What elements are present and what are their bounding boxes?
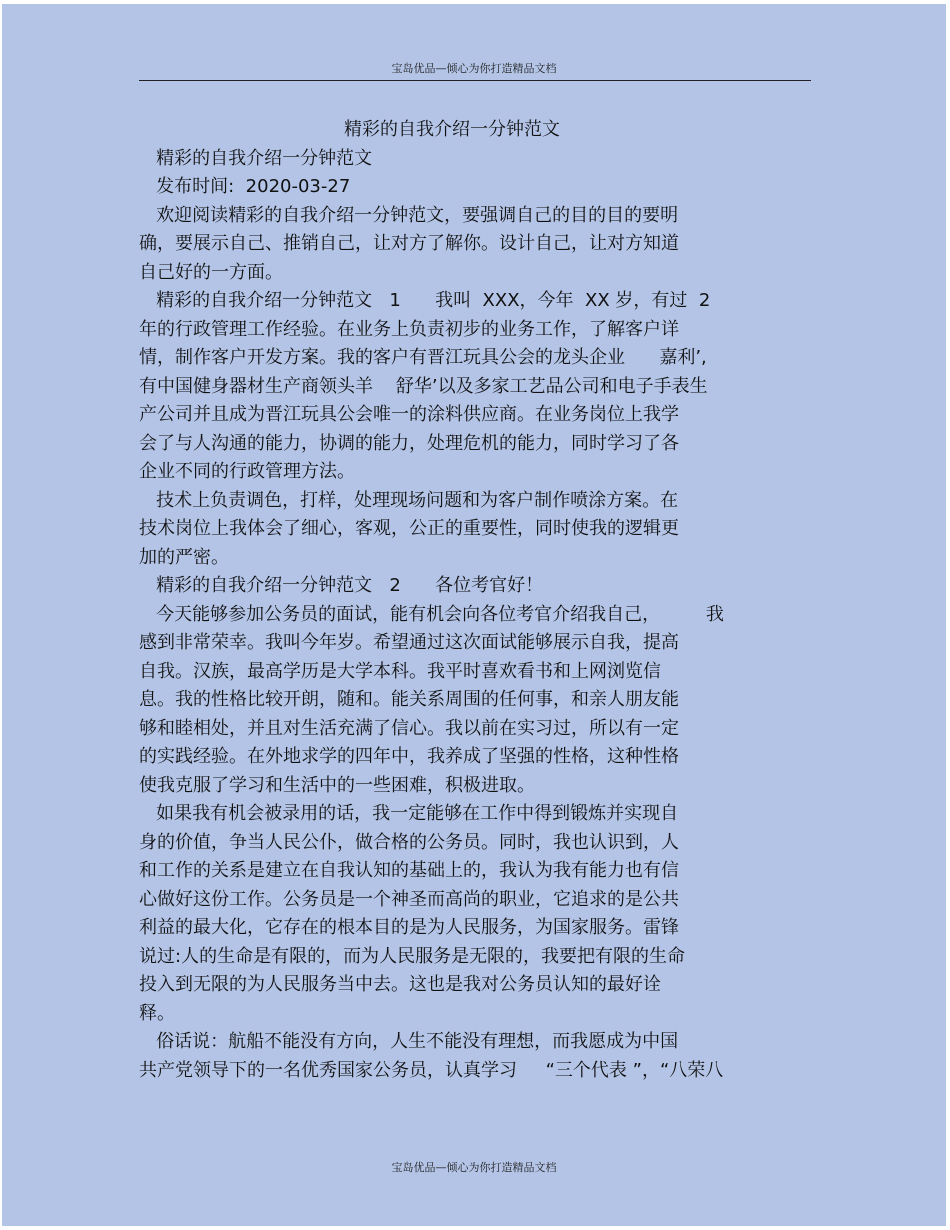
text-line: 精彩的自我介绍一分钟范文	[139, 147, 373, 169]
text-line: 如果我有机会被录用的话，我一定能够在工作中得到锻炼并实现自	[139, 803, 679, 824]
text-line: 息。我的性格比较开朗，随和。能关系周围的任何事，和亲人朋友能	[139, 689, 679, 710]
text-line: 俗话说：航船不能没有方向，人生不能没有理想，而我愿成为中国	[139, 1031, 679, 1052]
text-line: 产公司并且成为晋江玩具公会唯一的涂料供应商。在业务岗位上我学	[139, 404, 679, 425]
text-line: 使我克服了学习和生活中的一些困难，积极进取。	[139, 774, 535, 796]
text-line: 发布时间: 2020-03-27	[139, 176, 351, 197]
text-line: 加的严密。	[139, 546, 229, 568]
header-divider	[139, 80, 811, 81]
text-line: 精彩的自我介绍一分钟范文 1 我叫 XXX，今年 XX 岁，有过 2	[139, 290, 711, 311]
text-line: 精彩的自我介绍一分钟范文 2 各位考官好！	[139, 575, 544, 596]
text-line: 利益的最大化，它存在的根本目的是为人民服务，为国家服务。雷锋	[139, 917, 679, 938]
document-page	[2, 4, 946, 1226]
text-line: 技术上负责调色，打样，处理现场问题和为客户制作喷涂方案。在	[139, 489, 679, 511]
text-line: 心做好这份工作。公务员是一个神圣而高尚的职业，它追求的是公共	[139, 888, 679, 910]
text-line: 企业不同的行政管理方法。	[139, 461, 355, 482]
text-line: 和工作的关系是建立在自我认知的基础上的，我认为我有能力也有信	[139, 860, 679, 881]
document-title: 精彩的自我介绍一分钟范文	[344, 119, 560, 140]
page-footer: 宝岛优品—倾心为你打造精品文档	[391, 1161, 557, 1174]
text-line: 今天能够参加公务员的面试，能有机会向各位考官介绍我自己， 我	[139, 603, 724, 625]
text-line: 确，要展示自己、推销自己，让对方了解你。设计自己，让对方知道	[139, 233, 679, 254]
text-line: 会了与人沟通的能力，协调的能力，处理危机的能力，同时学习了各	[139, 432, 679, 454]
text-line: 年的行政管理工作经验。在业务上负责初步的业务工作，了解客户详	[139, 318, 679, 340]
text-line: 投入到无限的为人民服务当中去。这也是我对公务员认知的最好诠	[139, 974, 661, 995]
text-line: 技术岗位上我体会了细心，客观，公正的重要性，同时使我的逻辑更	[139, 518, 679, 539]
document-body	[139, 116, 819, 1085]
text-line: 欢迎阅读精彩的自我介绍一分钟范文，要强调自己的目的目的要明	[139, 204, 679, 226]
text-line: 自己好的一方面。	[139, 261, 283, 283]
text-line: 自我。汉族，最高学历是大学本科。我平时喜欢看书和上网浏览信	[139, 660, 661, 682]
text-line: 身的价值，争当人民公仆，做合格的公务员。同时，我也认识到，人	[139, 831, 679, 853]
text-line: 感到非常荣幸。我叫今年岁。希望通过这次面试能够展示自我，提高	[139, 632, 679, 653]
text-line: 共产党领导下的一名优秀国家公务员，认真学习 “三个代表 ”，“八荣八	[139, 1059, 724, 1081]
page-header: 宝岛优品—倾心为你打造精品文档	[391, 62, 557, 75]
text-line: 说过:人的生命是有限的，而为人民服务是无限的，我要把有限的生命	[139, 945, 686, 967]
text-line: 有中国健身器材生产商领头羊 舒华’以及多家工艺品公司和电子手表生	[139, 375, 708, 397]
text-line: 释。	[139, 1002, 175, 1024]
text-line: 情，制作客户开发方案。我的客户有晋江玩具公会的龙头企业 嘉利’,	[139, 347, 707, 368]
text-line: 的实践经验。在外地求学的四年中，我养成了坚强的性格，这种性格	[139, 746, 679, 767]
text-line: 够和睦相处，并且对生活充满了信心。我以前在实习过，所以有一定	[139, 717, 679, 739]
